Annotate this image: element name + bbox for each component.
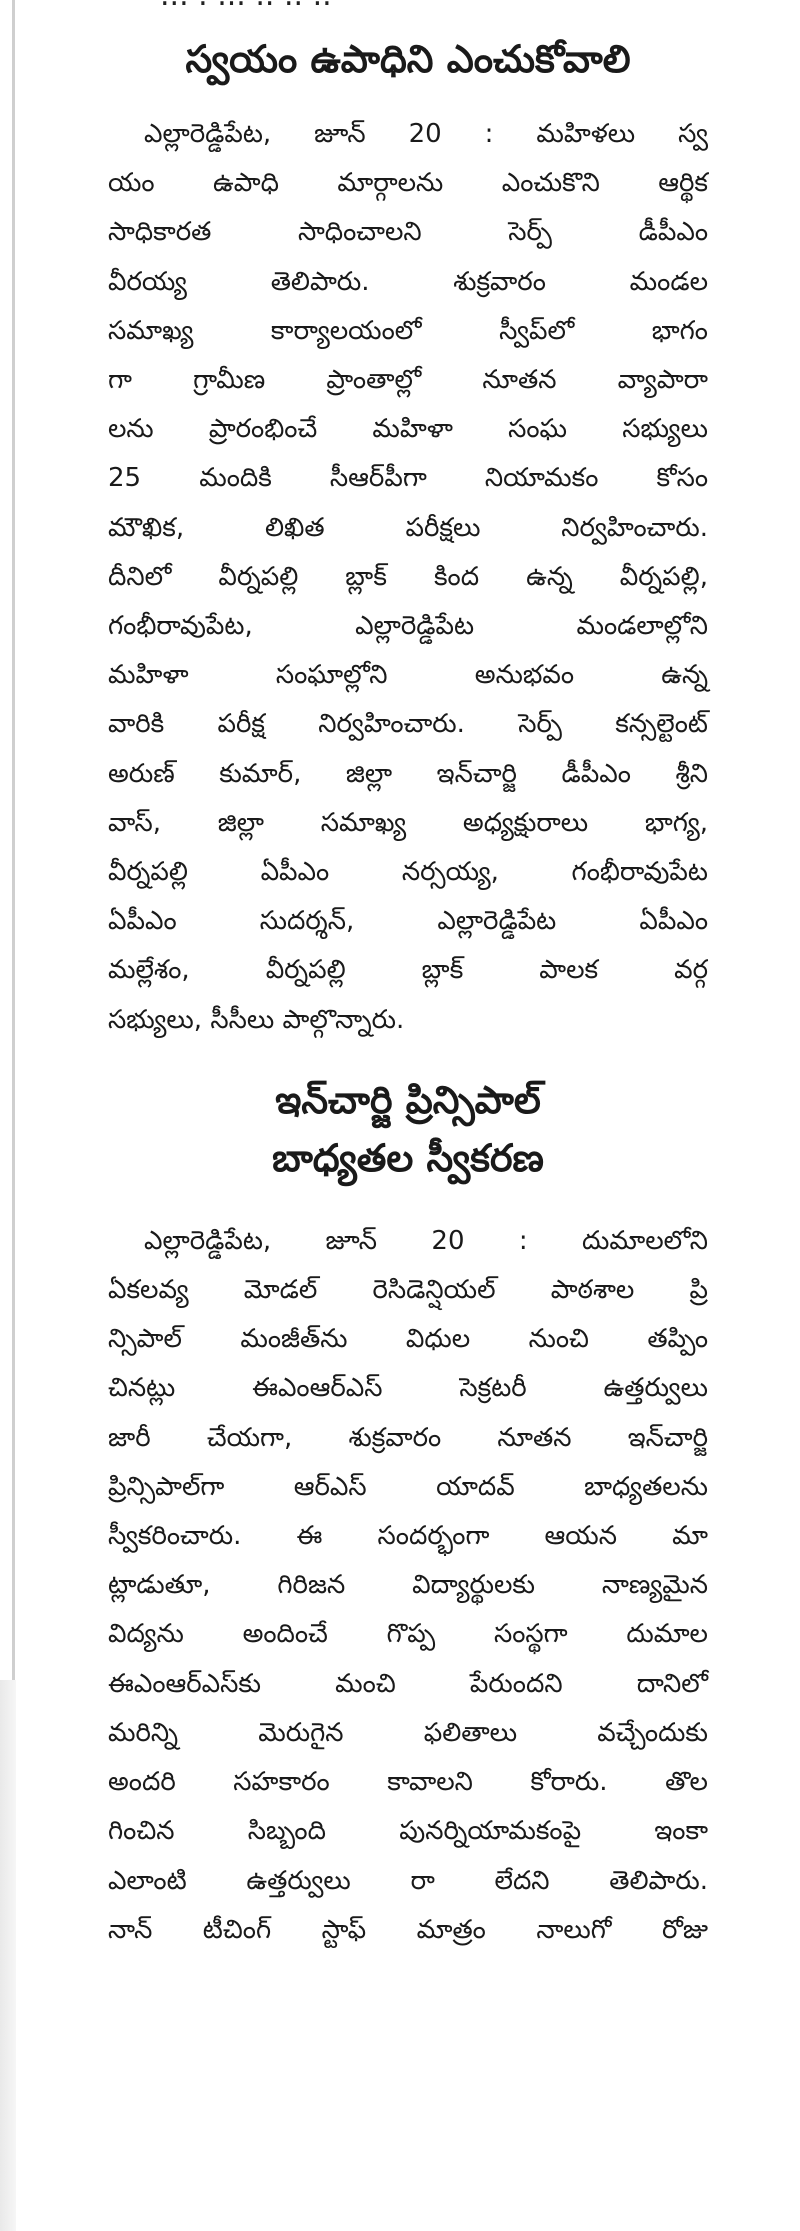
body-line: ఎల్లారెడ్డిపేట, జూన్ 20 : దుమాలలోని (144, 1225, 708, 1256)
body-line: యం ఉపాధి మార్గాలను ఎంచుకొని ఆర్థిక (108, 168, 708, 199)
body-line: మహిళా సంఘాల్లోని అనుభవం ఉన్న (108, 660, 708, 691)
body-line: మల్లేశం, వీర్నపల్లి బ్లాక్ పాలక వర్గ (108, 955, 708, 986)
body-line: ఎల్లారెడ్డిపేట, జూన్ 20 : మహిళలు స్వ (144, 119, 708, 149)
body-line: ఏపీఎం సుదర్శన్, ఎల్లారెడ్డిపేట ఏపీఎం (108, 906, 708, 937)
body-line: నాన్ టీచింగ్ స్టాఫ్ మాత్రం నాలుగో రోజు (108, 1914, 708, 1945)
news-column (108, 30, 708, 1955)
body-line: ట్లాడుతూ, గిరిజన విద్యార్థులకు నాణ్యమైన (108, 1570, 708, 1601)
body-line: మౌఖిక, లిఖిత పరీక్షలు నిర్వహించారు. (108, 512, 708, 543)
body-line: గించిన సిబ్బంది పునర్నియామకంపై ఇంకా (108, 1816, 708, 1847)
body-line: వాస్, జిల్లా సమాఖ్య అధ్యక్షురాలు భాగ్య, (108, 807, 708, 838)
body-line: దీనిలో వీర్నపల్లి బ్లాక్ కింద ఉన్న వీర్నపల్లి, (108, 561, 708, 592)
body-line: సమాఖ్య కార్యాలయంలో స్వీప్‌లో భాగం (108, 315, 708, 346)
body-line: న్సిపాల్ మంజీత్‌ను విధుల నుంచి తప్పిం (108, 1324, 708, 1355)
body-line: ఎలాంటి ఉత్తర్వులు రా లేదని తెలిపారు. (108, 1865, 708, 1896)
body-line: వీర్నపల్లి ఏపీఎం నర్సయ్య, గంభీరావుపేట (108, 857, 708, 888)
body-line: విద్యను అందించే గొప్ప సంస్థగా దుమాల (108, 1619, 708, 1650)
clipped-previous-text (0, 0, 800, 14)
body-line: జారీ చేయగా, శుక్రవారం నూతన ఇన్‌చార్జి (108, 1422, 708, 1453)
body-line: 25 మందికి సీఆర్‌పీగా నియామకం కోసం (108, 463, 708, 494)
body-line: అందరి సహకారం కావాలని కోరారు. తొల (108, 1767, 708, 1798)
article1-body (108, 110, 708, 1045)
body-line: గా గ్రామీణ ప్రాంతాల్లో నూతన వ్యాపారా (108, 365, 708, 396)
body-line: వీరయ్య తెలిపారు. శుక్రవారం మండల (108, 266, 708, 297)
column-divider (12, 0, 15, 1680)
page-edge-shadow (0, 1680, 16, 2231)
article2-headline (108, 1071, 708, 1187)
body-line: చినట్లు ఈఎంఆర్ఎస్ సెక్రటరీ ఉత్తర్వులు (108, 1373, 708, 1404)
article2-body (108, 1217, 708, 1955)
article1-headline: స్వయం ఉపాధిని ఎంచుకోవాలి (185, 37, 631, 81)
article2-headline-line2: బాధ్యతల స్వీకరణ (272, 1135, 544, 1180)
body-line: సభ్యులు, సీసీలు పాల్గొన్నారు. (108, 1004, 405, 1035)
body-line: గంభీరావుపేట, ఎల్లారెడ్డిపేట మండలాల్లోని (108, 611, 708, 642)
body-line: ఏకలవ్య మోడల్ రెసిడెన్షియల్ పాఠశాల ప్రి (108, 1275, 708, 1306)
article2-headline-line1: ఇన్‌చార్జి ప్రిన్సిపాల్ (275, 1077, 541, 1122)
body-line: ప్రిన్సిపాల్‌గా ఆర్ఎస్ యాదవ్ బాధ్యతలను (108, 1471, 708, 1502)
body-line: మరిన్ని మెరుగైన ఫలితాలు వచ్చేందుకు (108, 1717, 708, 1748)
body-line: స్వీకరించారు. ఈ సందర్భంగా ఆయన మా (108, 1521, 708, 1552)
body-line: వారికి పరీక్ష నిర్వహించారు. సెర్ప్ కన్సల్టెంట్ (108, 709, 708, 740)
body-line: సాధికారత సాధించాలని సెర్ప్ డీపీఎం (108, 217, 708, 248)
body-line: అరుణ్ కుమార్, జిల్లా ఇన్‌చార్జి డీపీఎం శ్రీని (108, 758, 708, 789)
body-line: ఈఎంఆర్ఎస్‌కు మంచి పేరుందని దానిలో (108, 1668, 708, 1699)
body-line: లను ప్రారంభించే మహిళా సంఘ సభ్యులు (108, 414, 708, 445)
